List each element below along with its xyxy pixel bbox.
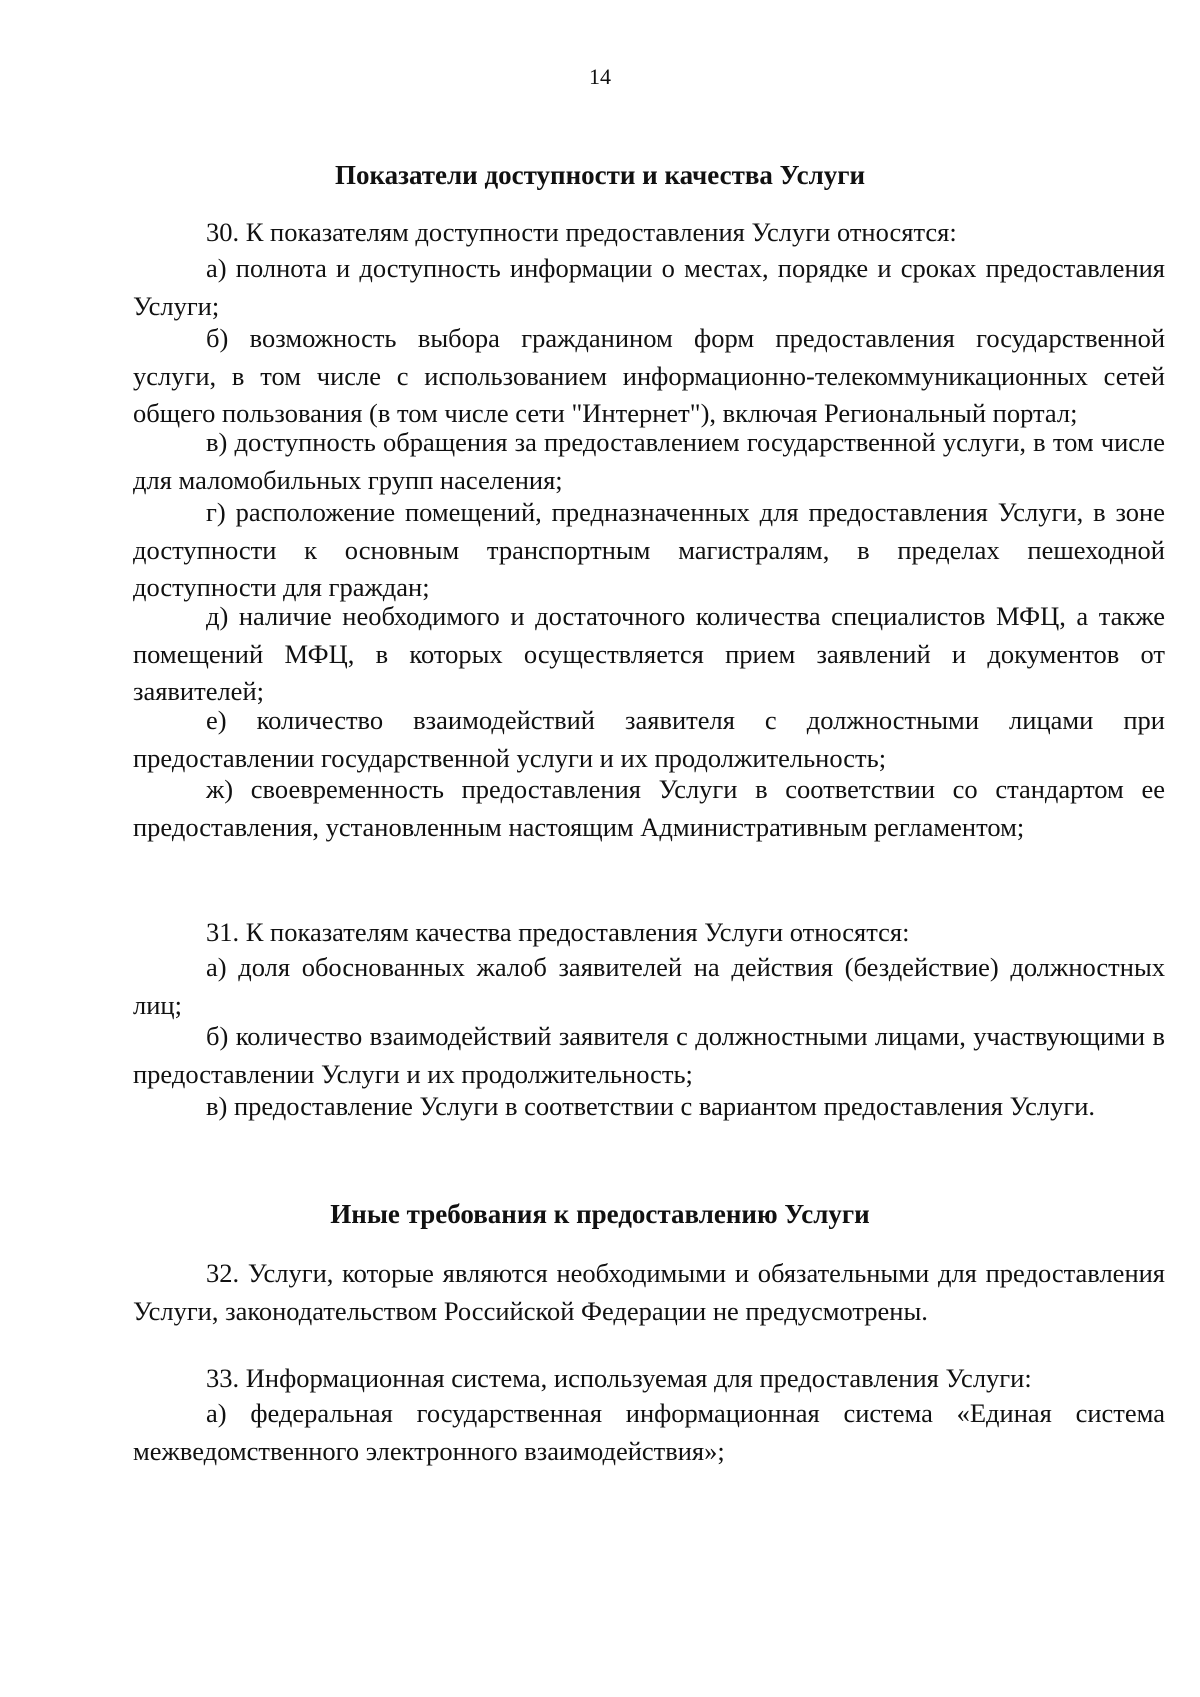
paragraph-31-b: б) количество взаимодействий заявителя с должностными лицами, участвующими в предоставлении Услуги и их продолжительность; — [133, 1021, 1165, 1089]
page-number: 14 — [589, 64, 611, 89]
paragraph-32: 32. Услуги, которые являются необходимыми и обязательными для предоставления Услуги, законодательством Российской Федерации не предусмотрены. — [133, 1258, 1165, 1326]
paragraph-30: 30. К показателям доступности предоставления Услуги относятся: — [206, 217, 957, 247]
section-heading-availability-quality: Показатели доступности и качества Услуги — [334, 160, 866, 190]
paragraph-30-v: в) доступность обращения за предоставлением государственной услуги, в том числе для маломобильных групп населения; — [133, 427, 1165, 495]
paragraph-30-g: г) расположение помещений, предназначенных для предоставления Услуги, в зоне доступности к основным транспортным магистралям, в пределах пешеходной доступности для граждан; — [133, 497, 1165, 602]
paragraph-30-zh: ж) своевременность предоставления Услуги в соответствии со стандартом ее предоставления, установленным настоящим Административным регламентом; — [133, 774, 1165, 842]
paragraph-30-e: е) количество взаимодействий заявителя с должностными лицами при предоставлении государственной услуги и их продолжительность; — [133, 705, 1165, 773]
paragraph-31-v: в) предоставление Услуги в соответствии с вариантом предоставления Услуги. — [206, 1091, 1096, 1121]
paragraph-30-a: а) полнота и доступность информации о местах, порядке и сроках предоставления Услуги; — [133, 253, 1165, 321]
paragraph-33-a: а) федеральная государственная информационная система «Единая система межведомственного электронного взаимодействия»; — [133, 1398, 1165, 1466]
paragraph-30-b: б) возможность выбора гражданином форм предоставления государственной услуги, в том числе с использованием информационно-телекоммуникационных сетей общего пользования (в том числе сети "Интернет"), включая Региональный портал; — [133, 323, 1165, 428]
paragraph-31-a: а) доля обоснованных жалоб заявителей на действия (бездействие) должностных лиц; — [133, 952, 1165, 1020]
paragraph-31: 31. К показателям качества предоставления Услуги относятся: — [206, 917, 910, 947]
paragraph-30-d: д) наличие необходимого и достаточного количества специалистов МФЦ, а также помещений МФЦ, в которых осуществляется прием заявлений и документов от заявителей; — [133, 601, 1165, 706]
paragraph-33: 33. Информационная система, используемая для предоставления Услуги: — [206, 1363, 1032, 1393]
section-heading-other-requirements: Иные требования к предоставлению Услуги — [330, 1199, 870, 1229]
